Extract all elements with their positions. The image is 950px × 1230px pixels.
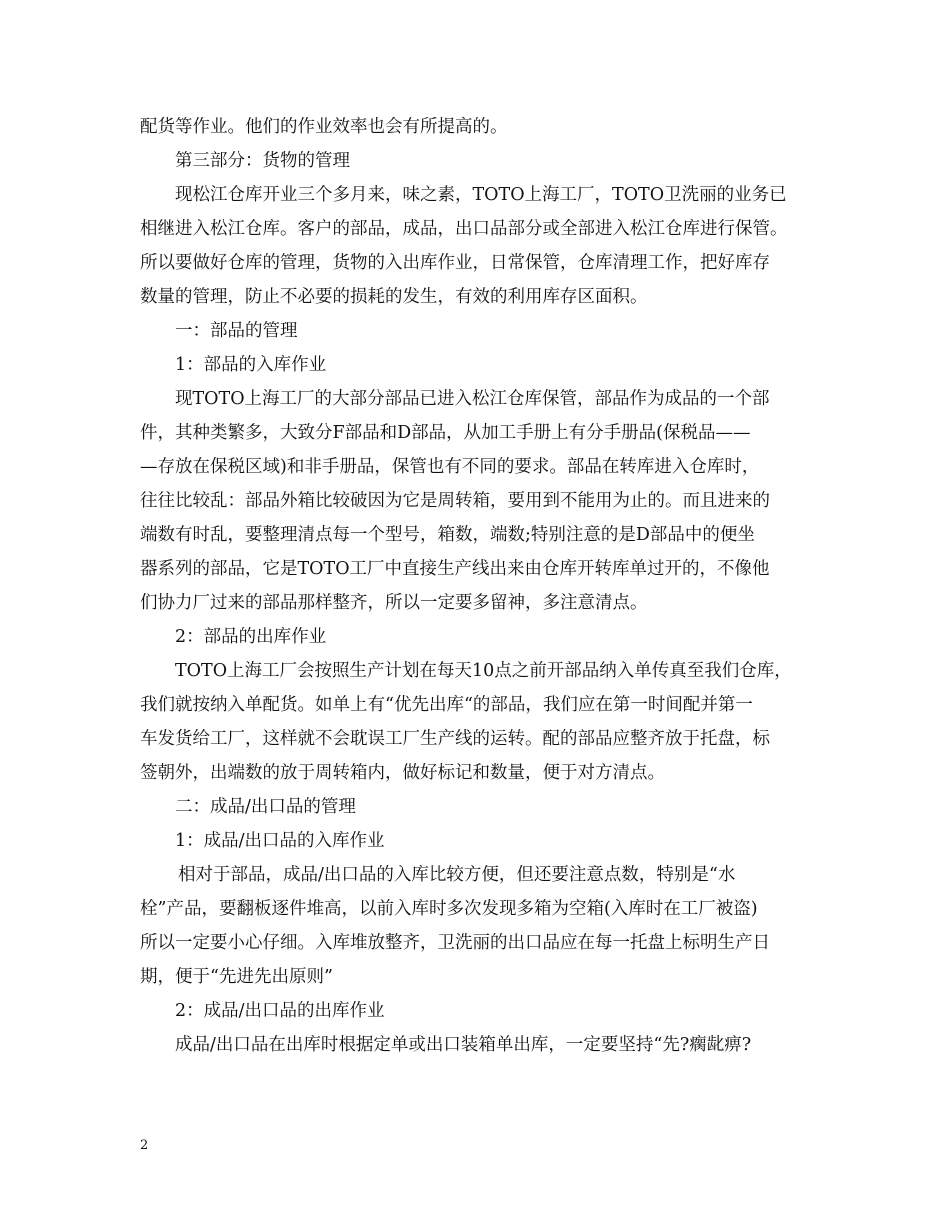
subsection-heading: 2：部品的出库作业 <box>175 627 327 647</box>
text-line: 件，其种类繁多，大致分F部品和D部品，从加工手册上有分手册品(保税品—— <box>140 423 751 443</box>
page-number: 2 <box>140 1138 149 1153</box>
text-line: 现松江仓库开业三个多月来，味之素，TOTO上海工厂，TOTO卫洗丽的业务已 <box>175 185 787 205</box>
text-line: 成品/出口品在出库时根据定单或出口装箱单出库，一定要坚持“先?瘸龀痹? <box>175 1035 752 1055</box>
text-line: 所以要做好仓库的管理，货物的入出库作业，日常保管，仓库清理工作，把好库存 <box>140 253 770 273</box>
text-line: 车发货给工厂，这样就不会耽误工厂生产线的运转。配的部品应整齐放于托盘，标 <box>140 729 770 749</box>
text-line: 数量的管理，防止不必要的损耗的发生，有效的利用库存区面积。 <box>140 287 648 307</box>
text-line: —存放在保税区域)和非手册品，保管也有不同的要求。部品在转库进入仓库时， <box>140 457 760 477</box>
subsection-heading: 二：成品/出口品的管理 <box>175 797 356 817</box>
text-line: 端数有时乱，要整理清点每一个型号，箱数，端数;特别注意的是D部品中的便坐 <box>140 525 755 545</box>
text-line: 往往比较乱：部品外箱比较破因为它是周转箱，要用到不能用为止的。而且进来的 <box>140 491 770 511</box>
subsection-heading: 2：成品/出口品的出库作业 <box>175 1001 385 1021</box>
subsection-heading: 1：部品的入库作业 <box>175 355 327 375</box>
text-line: 器系列的部品，它是TOTO工厂中直接生产线出来由仓库开转库单过开的，不像他 <box>140 559 770 579</box>
section-heading: 第三部分：货物的管理 <box>175 151 350 171</box>
text-line: 配货等作业。他们的作业效率也会有所提高的。 <box>140 117 508 137</box>
subsection-heading: 一：部品的管理 <box>175 321 298 341</box>
subsection-heading: 1：成品/出口品的入库作业 <box>175 831 385 851</box>
text-line: 现TOTO上海工厂的大部分部品已进入松江仓库保管，部品作为成品的一个部 <box>175 389 770 409</box>
text-line: 栓”产品，要翻板逐件堆高，以前入库时多次发现多箱为空箱(入库时在工厂被盗) <box>140 899 758 919</box>
text-line: 期，便于“先进先出原则” <box>140 967 333 987</box>
text-line: 签朝外，出端数的放于周转箱内，做好标记和数量，便于对方清点。 <box>140 763 665 783</box>
text-line: TOTO上海工厂会按照生产计划在每天10点之前开部品纳入单传真至我们仓库， <box>175 661 792 681</box>
text-line: 所以一定要小心仔细。入库堆放整齐，卫洗丽的出口品应在每一托盘上标明生产日 <box>140 933 770 953</box>
text-line: 相对于部品，成品/出口品的入库比较方便，但还要注意点数，特别是“水 <box>178 865 736 885</box>
text-line: 我们就按纳入单配货。如单上有“优先出库“的部品，我们应在第一时间配并第一 <box>140 695 753 715</box>
text-line: 们协力厂过来的部品那样整齐，所以一定要多留神，多注意清点。 <box>140 593 648 613</box>
text-line: 相继进入松江仓库。客户的部品，成品，出口品部分或全部进入松江仓库进行保管。 <box>140 219 788 239</box>
document-body <box>140 110 812 1062</box>
